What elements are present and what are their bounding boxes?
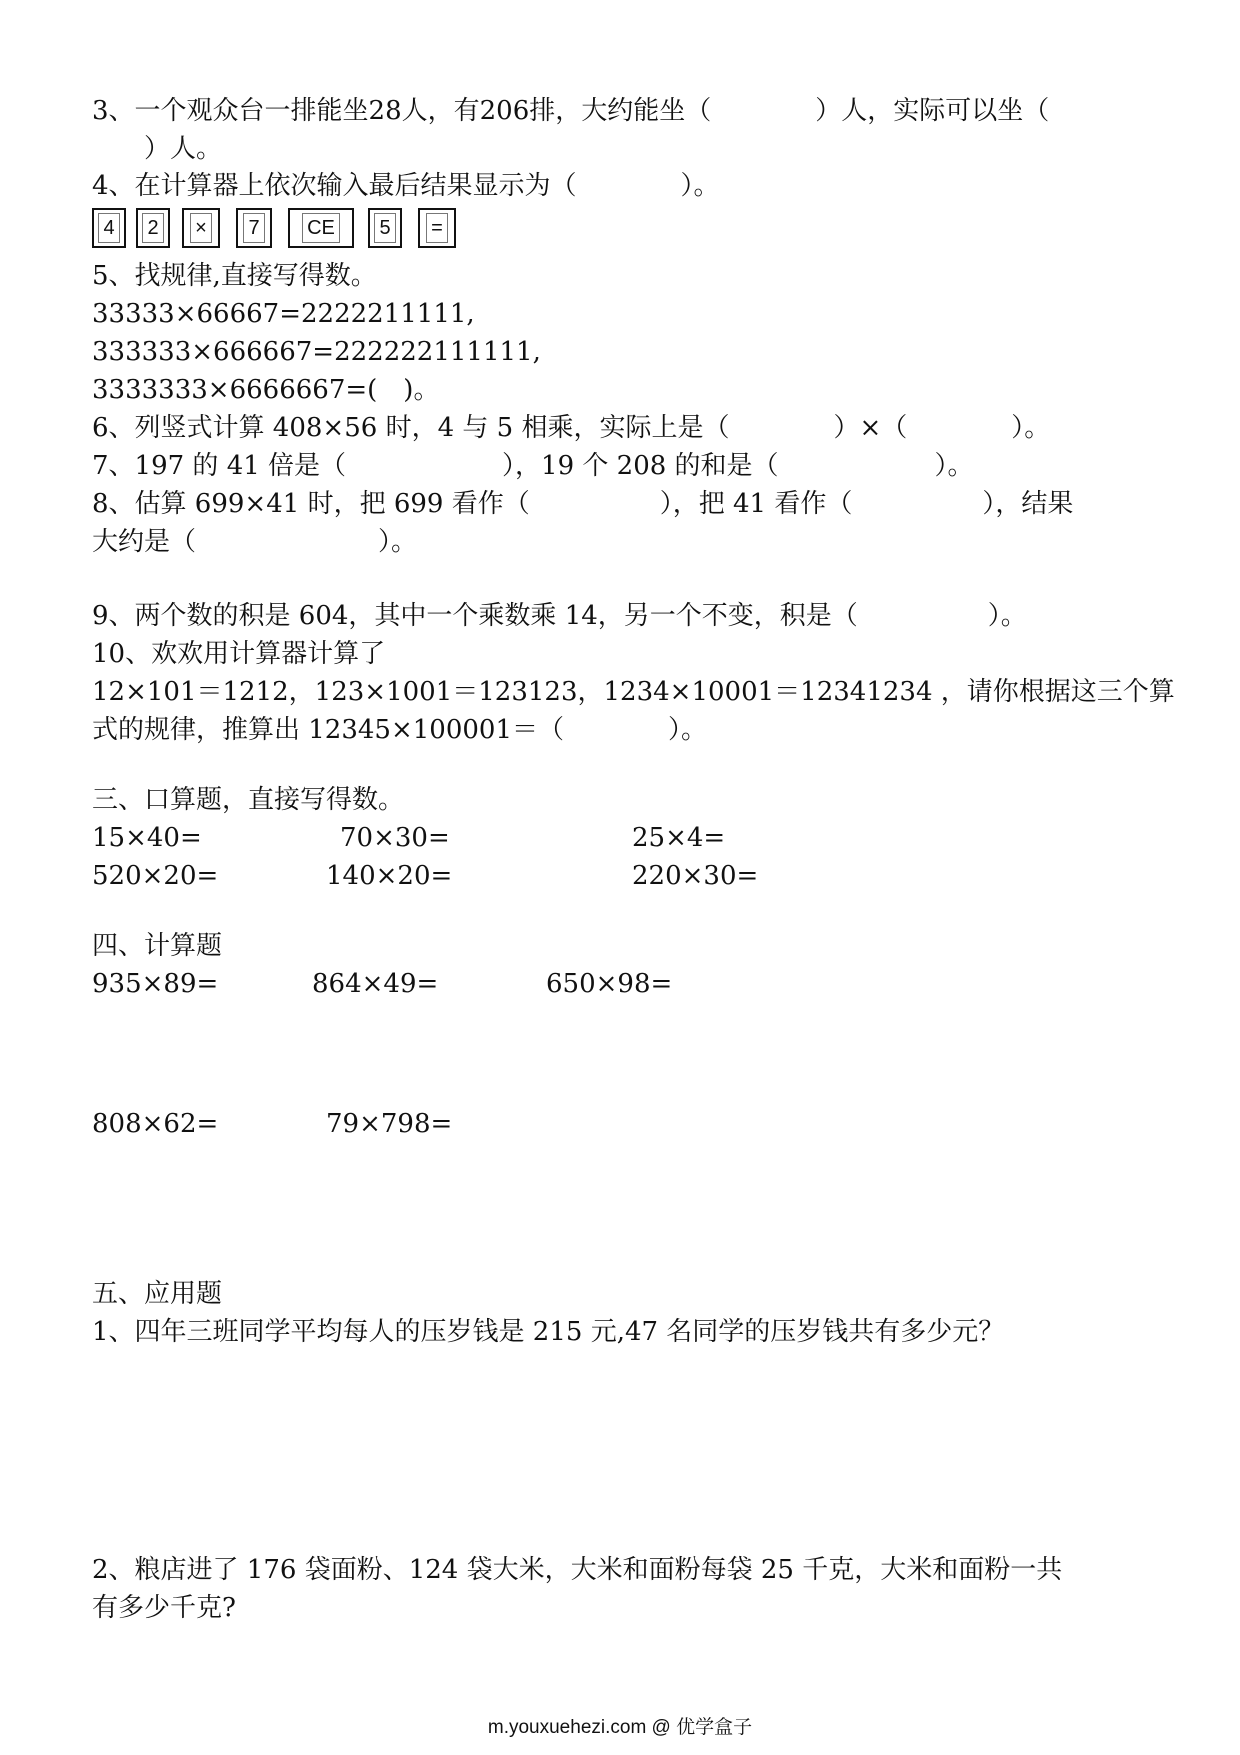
question-4: 4、在计算器上依次输入最后结果显示为（ ）。: [92, 171, 720, 201]
oral-problem: 25×4=: [632, 823, 726, 853]
calc-problem: 864×49=: [312, 969, 439, 999]
oral-problem: 140×20=: [326, 861, 453, 891]
calc-key-ce: CE: [288, 208, 354, 248]
calc-problem: 935×89=: [92, 969, 219, 999]
question-10-line-2: 12×101＝1212，123×1001＝123123，1234×10001＝12341234 ，请你根据这三个算: [92, 677, 1175, 707]
footer-watermark: m.youxuehezi.com @ 优学盒子: [487, 1717, 753, 1738]
calc-key-5: 5: [368, 208, 402, 248]
calc-key-multiply: ×: [182, 208, 220, 248]
oral-problem: 70×30=: [340, 823, 450, 853]
applied-question-2-line-2: 有多少千克?: [92, 1593, 236, 1623]
calc-key-7: 7: [236, 208, 272, 248]
calc-key-equals: =: [418, 208, 456, 248]
oral-problem: 520×20=: [92, 861, 219, 891]
question-5-pattern-3: 3333333×6666667=( )。: [92, 375, 440, 405]
question-5-pattern-1: 33333×66667=2222211111,: [92, 299, 475, 329]
question-3-line-2: ）人。: [92, 134, 223, 164]
calc-key-4: 4: [92, 208, 126, 248]
question-10-line-3: 式的规律，推算出 12345×100001＝（ ）。: [92, 715, 708, 745]
question-7: 7、197 的 41 倍是（ ），19 个 208 的和是（ ）。: [92, 451, 974, 481]
calc-problem: 808×62=: [92, 1109, 219, 1139]
question-8-line-1: 8、估算 699×41 时，把 699 看作（ ），把 41 看作（ ），结果: [92, 489, 1074, 519]
question-10-line-1: 10、欢欢用计算器计算了: [92, 639, 386, 669]
calc-section-title: 四、计算题: [92, 931, 223, 961]
question-3-line-1: 3、一个观众台一排能坐28人，有206排，大约能坐（ ）人，实际可以坐（: [92, 96, 1050, 126]
question-8-line-2: 大约是（ ）。: [92, 527, 418, 557]
oral-problem: 220×30=: [632, 861, 759, 891]
applied-question-1: 1、四年三班同学平均每人的压岁钱是 215 元,47 名同学的压岁钱共有多少元？: [92, 1317, 1005, 1347]
question-5-pattern-2: 333333×666667=222222111111,: [92, 337, 541, 367]
applied-question-2-line-1: 2、粮店进了 176 袋面粉、124 袋大米，大米和面粉每袋 25 千克，大米和面粉一共: [92, 1555, 1063, 1585]
question-9: 9、两个数的积是 604，其中一个乘数乘 14，另一个不变，积是（ ）。: [92, 601, 1027, 631]
question-5-title: 5、找规律,直接写得数。: [92, 261, 377, 291]
question-6: 6、列竖式计算 408×56 时，4 与 5 相乘，实际上是（ ）×（ ）。: [92, 413, 1051, 443]
calc-problem: 79×798=: [326, 1109, 453, 1139]
oral-problem: 15×40=: [92, 823, 202, 853]
calc-key-2: 2: [136, 208, 170, 248]
applied-section-title: 五、应用题: [92, 1279, 223, 1309]
calc-problem: 650×98=: [546, 969, 673, 999]
oral-section-title: 三、口算题，直接写得数。: [92, 785, 405, 815]
